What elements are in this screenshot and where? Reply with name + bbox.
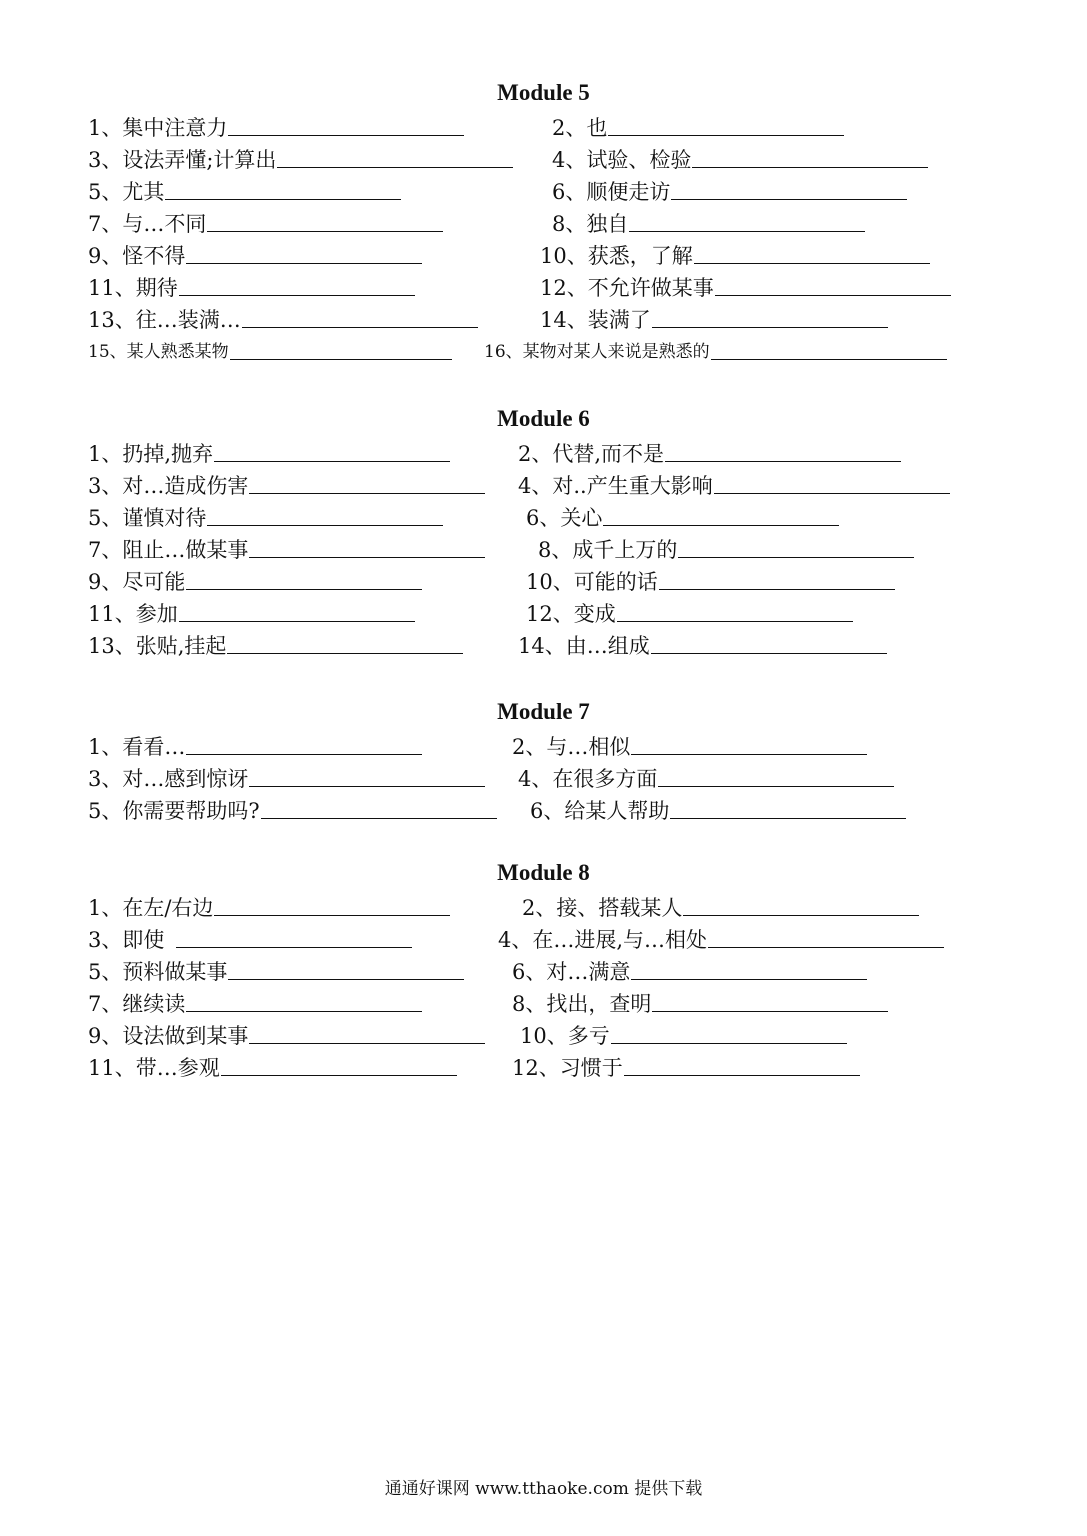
- module-title: Module 6: [497, 406, 590, 431]
- answer-blank: [678, 556, 914, 558]
- answer-blank: [715, 294, 951, 296]
- item-row: [0, 338, 1087, 370]
- item-label: 14、装满了: [540, 308, 651, 332]
- item-label: 12、习惯于: [512, 1056, 623, 1080]
- answer-blank: [230, 358, 452, 360]
- module-title: Module 5: [497, 80, 590, 105]
- item-label: 2、也: [552, 116, 608, 140]
- fill-item: [552, 178, 907, 206]
- item-row: [0, 306, 1087, 338]
- item-row: [0, 472, 1087, 504]
- fill-item: [88, 733, 422, 761]
- item-label: 8、找出，查明: [512, 992, 652, 1016]
- answer-blank: [671, 198, 907, 200]
- item-label: 5、预料做某事: [88, 960, 228, 984]
- item-label: 5、你需要帮助吗?: [88, 799, 260, 823]
- item-label: 16、某物对某人来说是熟悉的: [484, 342, 710, 362]
- answer-blank: [603, 524, 839, 526]
- item-row: [0, 797, 1087, 829]
- item-label: 6、顺便走访: [552, 180, 671, 204]
- item-label: 8、成千上万的: [538, 538, 678, 562]
- answer-blank: [228, 134, 464, 136]
- item-label: 2、代替,而不是: [518, 442, 665, 466]
- fill-item: [88, 990, 422, 1018]
- answer-blank: [249, 492, 485, 494]
- fill-item: [88, 632, 463, 660]
- answer-blank: [608, 134, 844, 136]
- fill-item: [498, 926, 944, 954]
- module-title: Module 8: [497, 860, 590, 885]
- item-row: [0, 242, 1087, 274]
- answer-blank: [665, 460, 901, 462]
- answer-blank: [221, 1074, 457, 1076]
- item-label: 13、张贴,挂起: [88, 634, 227, 658]
- answer-blank: [207, 524, 443, 526]
- fill-item: [552, 114, 844, 142]
- fill-item: [88, 440, 450, 468]
- fill-item: [552, 210, 865, 238]
- item-row: [0, 210, 1087, 242]
- answer-blank: [214, 460, 450, 462]
- answer-blank: [611, 1042, 847, 1044]
- fill-item: [518, 632, 887, 660]
- fill-item: [484, 338, 947, 366]
- fill-item: [540, 242, 930, 270]
- item-label: 9、尽可能: [88, 570, 186, 594]
- item-label: 3、对…感到惊讶: [88, 767, 249, 791]
- item-row: [0, 926, 1087, 958]
- fill-item: [88, 894, 450, 922]
- answer-blank: [179, 620, 415, 622]
- item-row: [0, 146, 1087, 178]
- item-label: 2、接、搭载某人: [522, 896, 683, 920]
- answer-blank: [186, 753, 422, 755]
- item-row: [0, 274, 1087, 306]
- module-title: Module 7: [497, 699, 590, 724]
- item-row: [0, 568, 1087, 600]
- fill-item: [526, 504, 839, 532]
- answer-blank: [227, 652, 463, 654]
- item-label: 5、尤其: [88, 180, 165, 204]
- fill-item: [88, 274, 415, 302]
- answer-blank: [658, 785, 894, 787]
- answer-blank: [249, 556, 485, 558]
- fill-item: [88, 536, 485, 564]
- item-label: 7、阻止…做某事: [88, 538, 249, 562]
- fill-item: [88, 958, 464, 986]
- item-row: [0, 894, 1087, 926]
- item-label: 10、获悉，了解: [540, 244, 693, 268]
- answer-blank: [617, 620, 853, 622]
- item-label: 8、独自: [552, 212, 629, 236]
- item-row: [0, 440, 1087, 472]
- answer-blank: [214, 914, 450, 916]
- answer-blank: [277, 166, 513, 168]
- fill-item: [88, 1054, 457, 1082]
- answer-blank: [683, 914, 919, 916]
- fill-item: [552, 146, 928, 174]
- item-label: 15、某人熟悉某物: [88, 342, 229, 362]
- answer-blank: [659, 588, 895, 590]
- item-label: 6、对…满意: [512, 960, 631, 984]
- fill-item: [88, 114, 464, 142]
- answer-blank: [652, 1010, 888, 1012]
- answer-blank: [711, 358, 947, 360]
- fill-item: [518, 765, 894, 793]
- item-label: 1、集中注意力: [88, 116, 228, 140]
- item-row: [0, 536, 1087, 568]
- fill-item: [540, 274, 951, 302]
- item-label: 9、设法做到某事: [88, 1024, 249, 1048]
- answer-blank: [624, 1074, 860, 1076]
- answer-blank: [631, 753, 867, 755]
- answer-blank: [186, 262, 422, 264]
- fill-item: [518, 440, 901, 468]
- fill-item: [518, 472, 950, 500]
- answer-blank: [694, 262, 930, 264]
- item-label: 10、可能的话: [526, 570, 658, 594]
- item-label: 11、期待: [88, 276, 178, 300]
- fill-item: [88, 210, 443, 238]
- answer-blank: [186, 588, 422, 590]
- item-label: 4、试验、检验: [552, 148, 692, 172]
- answer-blank: [631, 978, 867, 980]
- item-label: 14、由…组成: [518, 634, 650, 658]
- fill-item: [88, 178, 401, 206]
- item-label: 13、往…装满…: [88, 308, 241, 332]
- item-label: 3、对…造成伤害: [88, 474, 249, 498]
- item-row: [0, 504, 1087, 536]
- item-label: 5、谨慎对待: [88, 506, 207, 530]
- item-label: 6、关心: [526, 506, 603, 530]
- item-row: [0, 1054, 1087, 1086]
- item-label: 3、即使: [88, 928, 165, 952]
- answer-blank: [176, 946, 412, 948]
- fill-item: [520, 1022, 847, 1050]
- item-label: 4、对..产生重大影响: [518, 474, 713, 498]
- answer-blank: [629, 230, 865, 232]
- item-row: [0, 733, 1087, 765]
- answer-blank: [261, 817, 497, 819]
- answer-blank: [207, 230, 443, 232]
- fill-item: [88, 306, 478, 334]
- item-row: [0, 990, 1087, 1022]
- item-row: [0, 600, 1087, 632]
- fill-item: [538, 536, 914, 564]
- item-row: [0, 632, 1087, 664]
- item-label: 1、在左/右边: [88, 896, 214, 920]
- fill-item: [512, 958, 867, 986]
- fill-item: [88, 472, 485, 500]
- fill-item: [88, 242, 422, 270]
- item-label: 1、扔掉,抛弃: [88, 442, 214, 466]
- item-row: [0, 114, 1087, 146]
- fill-item: [88, 1022, 485, 1050]
- fill-item: [512, 733, 867, 761]
- item-label: 7、与…不同: [88, 212, 207, 236]
- item-label: 11、带…参观: [88, 1056, 220, 1080]
- fill-item: [88, 926, 412, 954]
- item-row: [0, 178, 1087, 210]
- answer-blank: [179, 294, 415, 296]
- answer-blank: [249, 785, 485, 787]
- fill-item: [526, 568, 895, 596]
- answer-blank: [186, 1010, 422, 1012]
- item-label: 9、怪不得: [88, 244, 186, 268]
- answer-blank: [242, 326, 478, 328]
- item-row: [0, 1022, 1087, 1054]
- item-label: 1、看看…: [88, 735, 186, 759]
- fill-item: [540, 306, 888, 334]
- answer-blank: [714, 492, 950, 494]
- answer-blank: [228, 978, 464, 980]
- answer-blank: [708, 946, 944, 948]
- fill-item: [88, 765, 485, 793]
- fill-item: [522, 894, 919, 922]
- fill-item: [88, 146, 513, 174]
- answer-blank: [652, 326, 888, 328]
- fill-item: [88, 568, 422, 596]
- fill-item: [88, 504, 443, 532]
- answer-blank: [692, 166, 928, 168]
- item-label: 11、参加: [88, 602, 178, 626]
- item-row: [0, 958, 1087, 990]
- answer-blank: [651, 652, 887, 654]
- fill-item: [88, 797, 497, 825]
- fill-item: [526, 600, 853, 628]
- fill-item: [512, 990, 888, 1018]
- footer-credit: 通通好课网 www.tthaoke.com 提供下载: [384, 1479, 703, 1499]
- item-label: 12、不允许做某事: [540, 276, 714, 300]
- item-label: 6、给某人帮助: [530, 799, 670, 823]
- item-label: 2、与…相似: [512, 735, 631, 759]
- item-label: 4、在很多方面: [518, 767, 658, 791]
- fill-item: [88, 338, 452, 366]
- answer-blank: [249, 1042, 485, 1044]
- item-label: 12、变成: [526, 602, 616, 626]
- fill-item: [88, 600, 415, 628]
- fill-item: [530, 797, 906, 825]
- item-label: 10、多亏: [520, 1024, 610, 1048]
- fill-item: [512, 1054, 860, 1082]
- item-label: 4、在…进展,与…相处: [498, 928, 708, 952]
- item-label: 7、继续读: [88, 992, 186, 1016]
- answer-blank: [670, 817, 906, 819]
- item-label: 3、设法弄懂;计算出: [88, 148, 277, 172]
- item-row: [0, 765, 1087, 797]
- answer-blank: [165, 198, 401, 200]
